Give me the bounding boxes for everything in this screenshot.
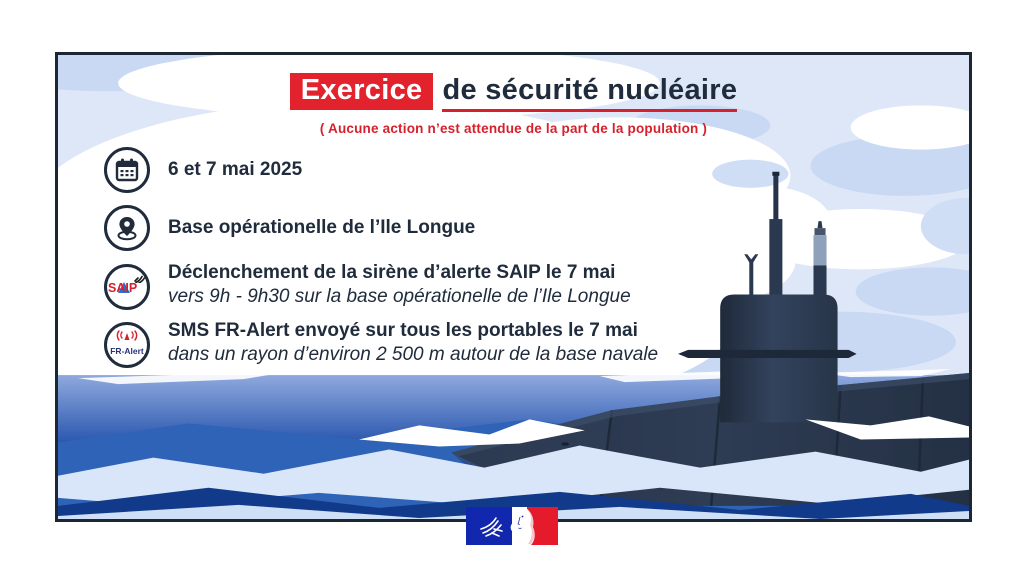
alert-waves	[116, 330, 138, 341]
submarine-sail	[720, 295, 837, 423]
poster-frame	[55, 52, 972, 522]
siren-waves	[133, 273, 145, 283]
fr-alert-bold-text: SMS FR-Alert envoyé sur tous les portables le 7 mai	[168, 320, 638, 341]
fr-alert-italic-text: dans un rayon d’environ 2 500 m autour de la base navale	[168, 344, 659, 365]
saip-siren-icon	[104, 264, 150, 310]
marianne-french-government-logo	[461, 503, 563, 549]
fr-alert-label: FR-Alert	[110, 346, 144, 356]
dive-planes	[678, 350, 857, 358]
title-rest: de sécurité nucléaire	[442, 74, 737, 112]
saip-italic-text: vers 9h - 9h30 sur la base opérationelle de l’Ile Longue	[168, 286, 631, 307]
title-highlight: Exercice	[290, 73, 434, 110]
calendar-icon	[104, 147, 150, 193]
location-pin-icon	[104, 205, 150, 251]
page-title	[58, 72, 969, 109]
saip-label: SAIP	[108, 281, 138, 295]
fr-alert-icon	[104, 322, 150, 368]
saip-bold-text: Déclenchement de la sirène d’alerte SAIP le 7 mai	[168, 262, 616, 283]
date-text: 6 et 7 mai 2025	[168, 159, 303, 180]
location-text: Base opérationelle de l’Ile Longue	[168, 217, 476, 238]
marianne-profile	[511, 507, 535, 545]
subtitle: ( Aucune action n’est attendue de la part de la population )	[319, 121, 708, 136]
